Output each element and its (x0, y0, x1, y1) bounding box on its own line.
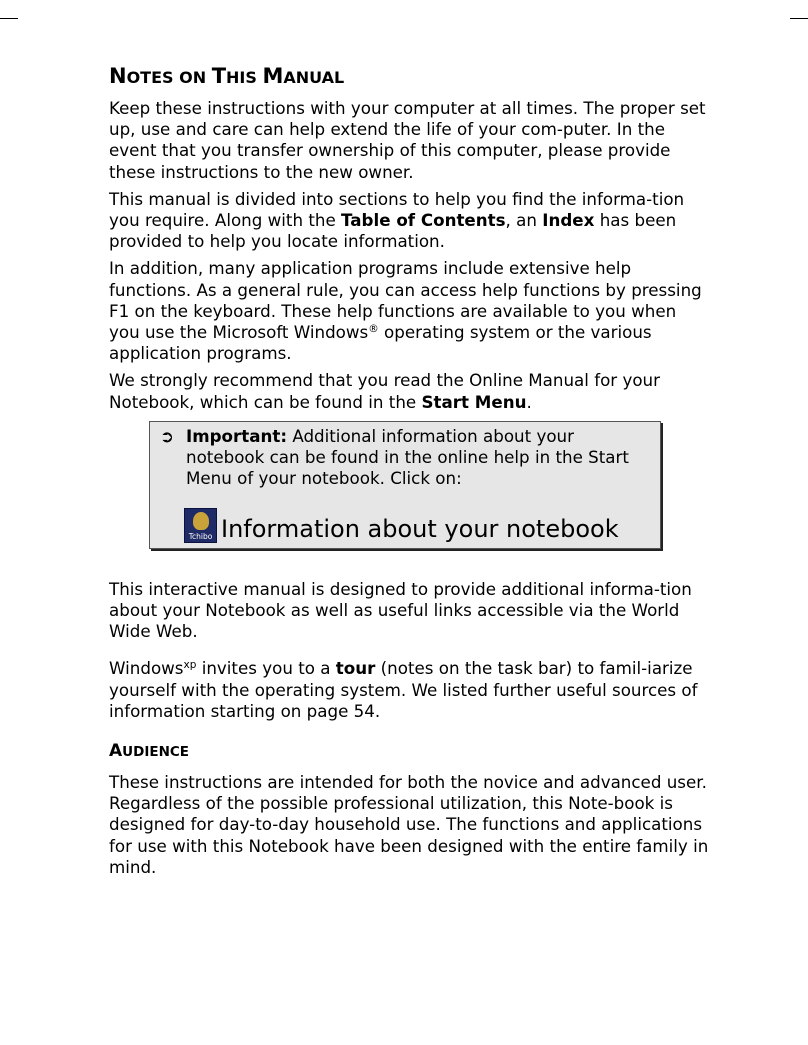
callout-message: Additional information about your notebook can be found in the online help in the Start Menu of your notebook. Click on: (186, 425, 629, 489)
paragraph-keep-instructions: Keep these instructions with your computer at all times. The proper set up, use and care can help extend the life of your com-puter. In the event that you transfer ownership of this computer, please provide these instructions to the new owner. (109, 98, 706, 182)
heading-part: ANUAL (283, 68, 345, 87)
arrow-bullet-icon: ➲ (160, 425, 174, 446)
info-link[interactable] (184, 508, 619, 543)
text-run: We strongly recommend that you read the Online Manual for your Notebook, which can be found in the (109, 370, 660, 412)
crop-mark-left (0, 0, 18, 19)
text-run: Windows (109, 658, 184, 679)
paragraph-interactive-manual: This interactive manual is designed to provide additional informa-tion about your Notebook as well as useful links accessible via the World Wide Web. (109, 578, 692, 642)
paragraph-help-functions (109, 258, 709, 364)
heading-initial-t: T (211, 64, 227, 88)
text-run: In addition, many application programs include extensive help functions. As a general rule, you can access help functions by pressing F1 on the keyboard. These help functions are available to you when you use the Microsoft Windows (109, 258, 702, 343)
heading-initial-m: M (262, 64, 284, 88)
text-run: invites you to a (196, 658, 336, 679)
callout-text (186, 426, 652, 490)
text-run: . (526, 391, 532, 412)
text-run: operating system or the various application programs. (109, 322, 652, 364)
callout-label: Important: (186, 425, 288, 446)
text-run: (notes on the task bar) to famil-iarize yourself with the operating system. We listed further useful sources of information starting on page 54. (109, 658, 698, 721)
heading-part: UDIENCE (122, 744, 190, 761)
bold-index: Index (542, 210, 595, 231)
heading-initial-n: N (109, 64, 127, 88)
bold-tour: tour (335, 658, 376, 679)
text-run: , an (505, 210, 543, 231)
page-content (109, 58, 709, 884)
crop-mark-right (790, 0, 808, 19)
text-run: has been provided to help you locate information. (109, 210, 677, 252)
logo-wordmark: Tchibo (188, 531, 213, 541)
logo-emblem (193, 512, 209, 530)
heading-part: OTES ON (126, 68, 212, 87)
callout-body (160, 426, 652, 490)
heading-initial-a: A (109, 741, 123, 762)
section-heading-audience (109, 736, 709, 764)
important-callout (149, 421, 661, 549)
info-link-label: Information about your notebook (221, 514, 619, 543)
text-run: This manual is divided into sections to help you find the informa-tion you require. Along with the (109, 188, 685, 231)
paragraph-audience: These instructions are intended for both the novice and advanced user. Regardless of the possible professional utilization, this Note-book is designed for day-to-day household use. The functions and applications for use with this Notebook have been designed with the entire family in mind. (109, 772, 709, 877)
heading-part: HIS (226, 68, 263, 87)
paragraph-manual-sections (109, 189, 709, 253)
paragraph-windows-tour (109, 658, 709, 722)
xp-superscript: xp (183, 659, 197, 672)
bold-start-menu: Start Menu (421, 391, 527, 412)
paragraph-online-manual (109, 370, 709, 412)
bold-table-of-contents: Table of Contents (341, 210, 506, 231)
section-heading-notes (109, 58, 709, 92)
registered-mark: ® (368, 323, 379, 336)
tchibo-logo-icon (184, 508, 217, 543)
